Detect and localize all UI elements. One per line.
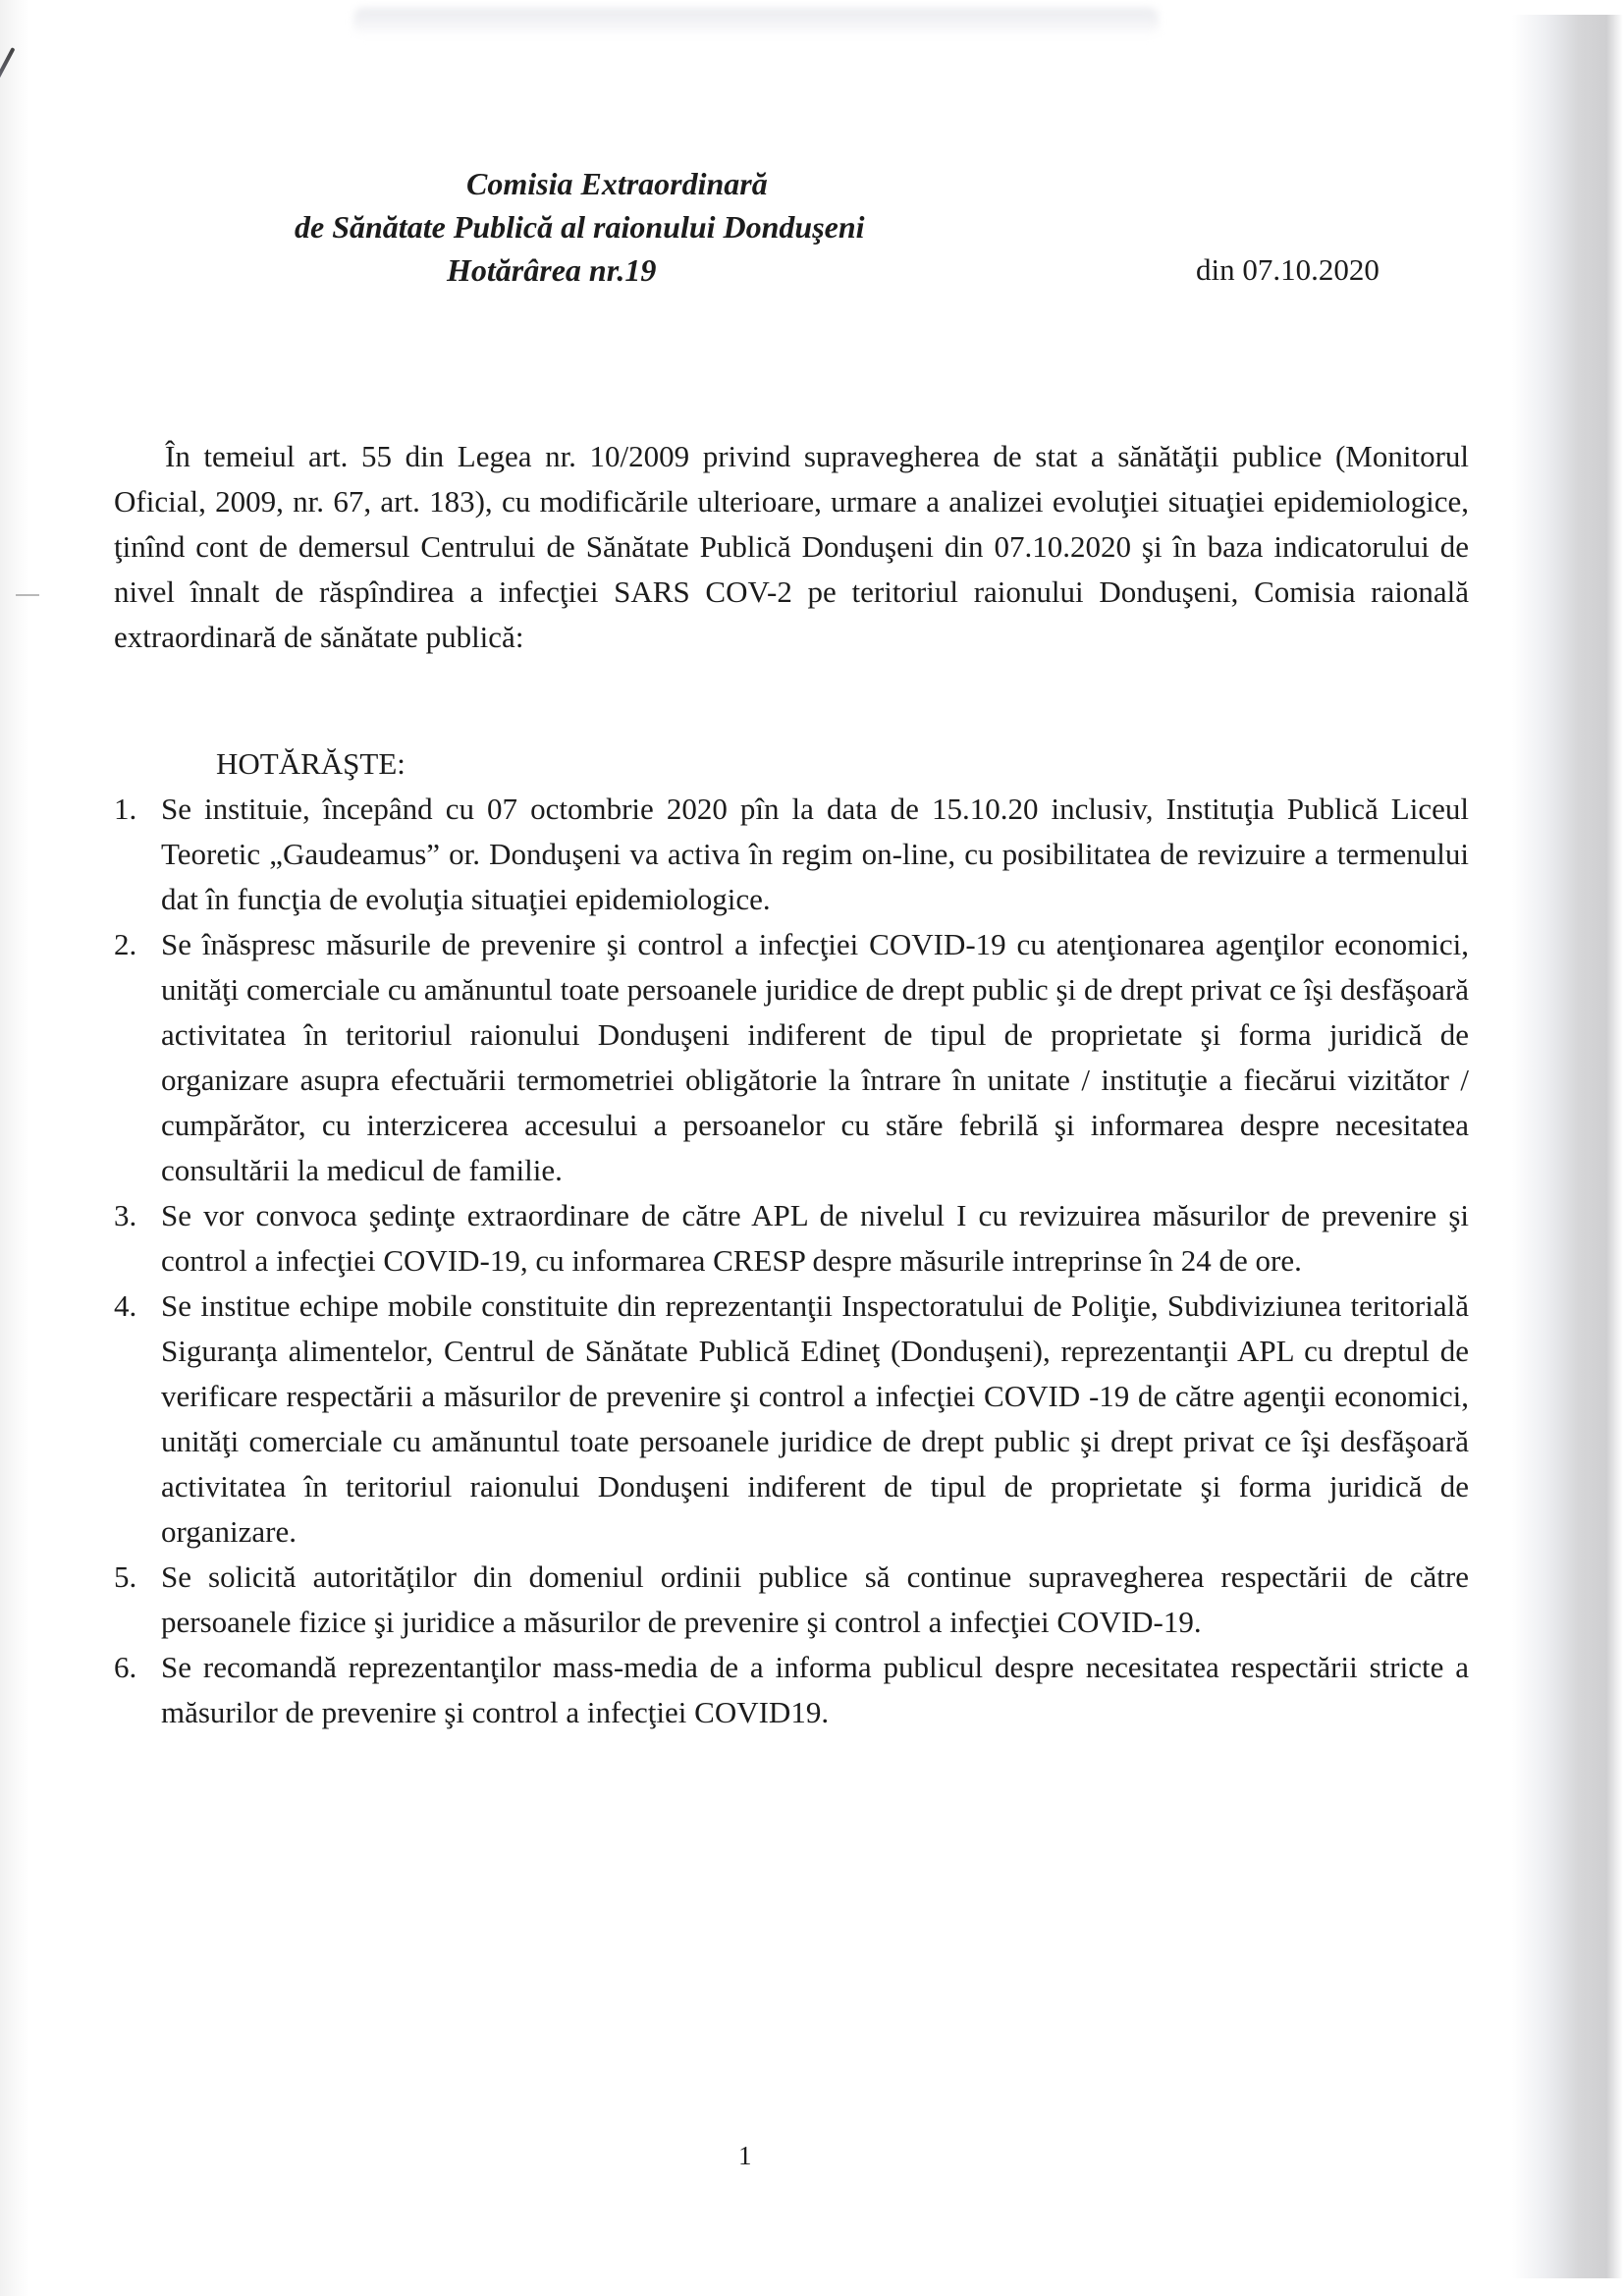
page-number: 1 [738, 2141, 752, 2170]
item-text: Se înăspresc măsurile de prevenire şi control a infecţiei COVID-19 cu atenţionarea agenţilor economici, unităţi comerciale cu amănuntul toate persoanele juridice de drept public şi de drept privat ce îşi desfăşoară activitatea în teritoriul raionului Donduşeni indiferent de tipul de proprietate şi forma juridică de organizare asupra efectuării termometriei obligătorie la întrare în unitate / instituţie a fiecărui vizitător / cumpărător, cu interzicerea accesului a persoanelor cu stăre febrilă şi informarea despre necesitatea consultării la medicul de familie. [161, 927, 1469, 1187]
item-number: 3. [114, 1198, 137, 1232]
item-number: 6. [114, 1650, 137, 1684]
item-text: Se instituie, începând cu 07 octombrie 2020 pîn la data de 15.10.20 inclusiv, Instituţia Publică Liceul Teoretic „Gaudeamus” or. Donduşeni va activa în regim on-line, cu posibilitatea de revizuire a termenului dat în funcţia de evoluţia situaţiei epidemiologice. [161, 792, 1469, 916]
scan-left-edge-shadow [0, 0, 29, 2296]
item-number: 2. [114, 927, 137, 961]
intro-paragraph: În temeiul art. 55 din Legea nr. 10/2009 privind supravegherea de stat a sănătăţii publice (Monitorul Oficial, 2009, nr. 67, art. 183), cu modificările ulterioare, urmare a analizei evoluţiei situaţiei epidemiologice, ţinînd cont de demersul Centrului de Sănătate Publică Donduşeni din 07.10.2020 şi în baza indicatorului de nivel înnalt de răspîndirea a infecţiei SARS COV-2 pe teritoriul raionului Donduşeni, Comisia raională extraordinară de sănătate publică: [114, 439, 1469, 654]
item-text: Se solicită autorităţilor din domeniul ordinii publice să continue supravegherea respectării de către persoanele fizice şi juridice a măsurilor de prevenire şi control a infecţiei COVID-19. [161, 1559, 1469, 1639]
item-text: Se vor convoca şedinţe extraordinare de către APL de nivelul I cu revizuirea măsurilor de prevenire şi control a infecţiei COVID-19, cu informarea CRESP despre măsurile intreprinse în 24 de ore. [161, 1198, 1469, 1278]
list-item [114, 1193, 1469, 1284]
header-decision-number: Hotărârea nr.19 [447, 252, 657, 288]
item-number: 1. [114, 792, 137, 826]
scan-top-artifact [353, 8, 1159, 37]
list-item [114, 1645, 1469, 1735]
scan-right-edge-shadow [1512, 15, 1623, 2278]
item-text: Se institue echipe mobile constituite din reprezentanţii Inspectoratului de Poliţie, Subdiviziunea teritorială Siguranţa alimentelor, Centrul de Sănătate Publică Edineţ (Donduşeni), reprezentanţii APL cu dreptul de verificare respectării a măsurilor de prevenire şi control a infecţiei COVID -19 de către agenţii economici, unităţi comerciale cu amănuntul toate persoanele juridice de drept public şi drept privat ce îşi desfăşoară activitatea în teritoriul raionului Donduşeni indiferent de tipul de proprietate şi forma juridică de organizare. [161, 1288, 1469, 1549]
header-commission-subtitle: de Sănătate Publică al raionului Donduşeni [295, 209, 865, 245]
list-item [114, 1555, 1469, 1645]
decision-items-list [114, 787, 1469, 1735]
decision-label: HOTĂRĂŞTE: [216, 746, 406, 781]
header-commission-title: Comisia Extraordinară [466, 166, 768, 201]
list-item [114, 1284, 1469, 1555]
item-number: 5. [114, 1559, 137, 1594]
list-item [114, 787, 1469, 922]
item-text: Se recomandă reprezentanţilor mass-media de a informa publicul despre necesitatea respectării stricte a măsurilor de prevenire şi control a infecţiei COVID19. [161, 1650, 1469, 1729]
margin-mark [16, 594, 39, 596]
item-number: 4. [114, 1288, 137, 1323]
header-date: din 07.10.2020 [1196, 252, 1380, 287]
list-item [114, 922, 1469, 1193]
